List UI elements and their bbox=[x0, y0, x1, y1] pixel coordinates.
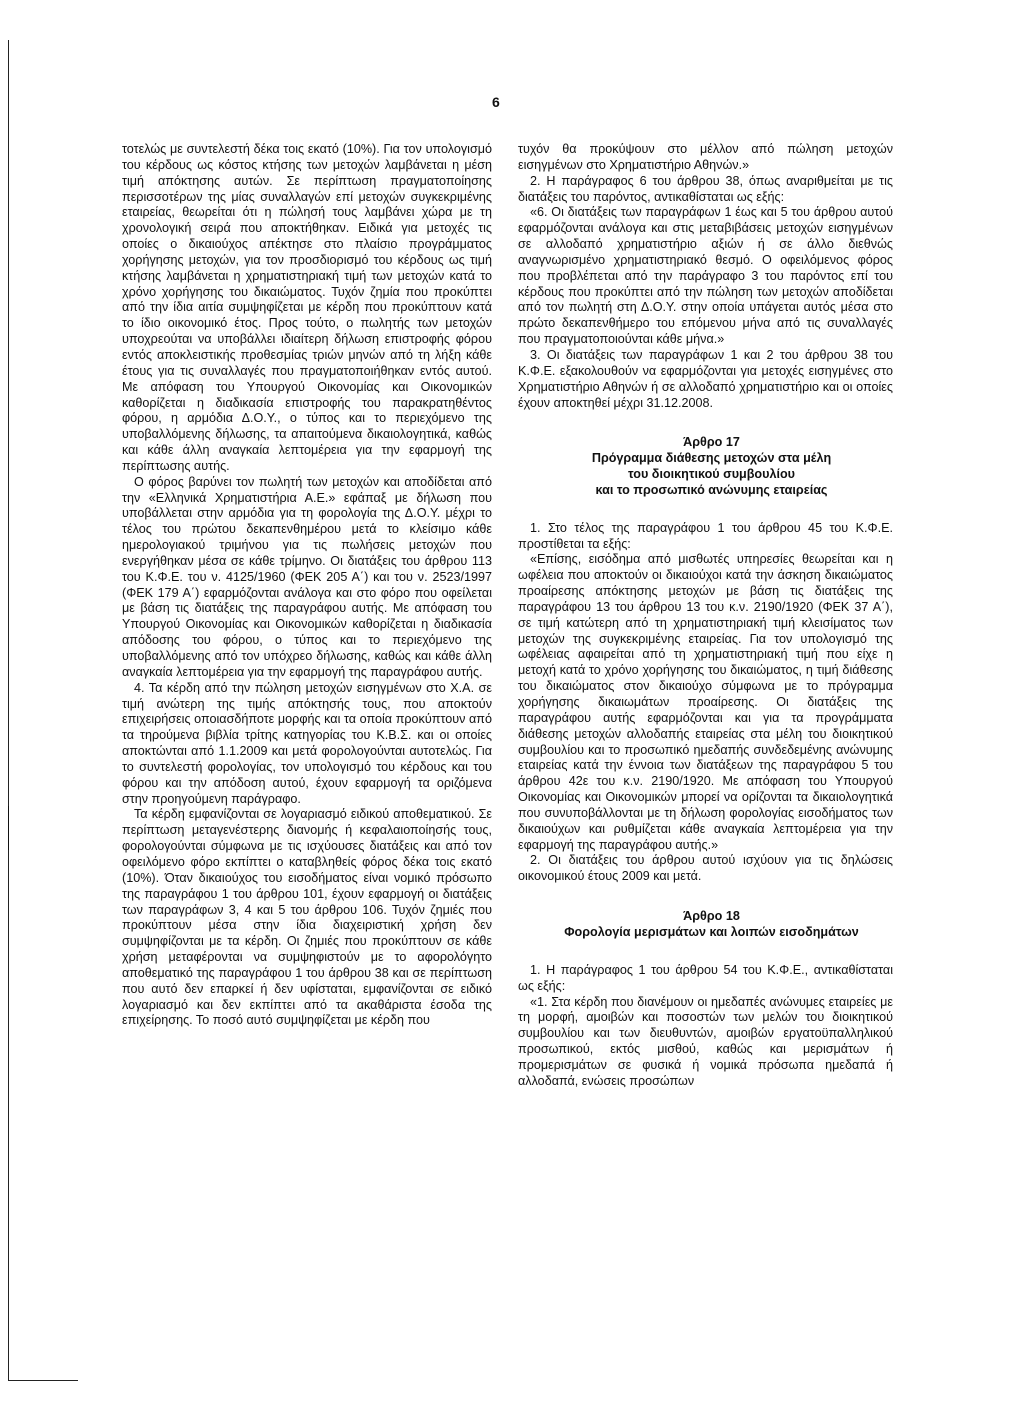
page-number: 6 bbox=[492, 94, 500, 110]
paragraph: 2. Οι διατάξεις του άρθρου αυτού ισχύουν για τις δηλώσεις οικονομικού έτους 2009 και μετά. bbox=[518, 853, 893, 884]
page-edge-line bbox=[8, 40, 9, 1380]
article-18-heading bbox=[518, 909, 893, 941]
paragraph: Ο φόρος βαρύνει τον πωλητή των μετοχών και αποδίδεται από την «Ελληνικά Χρηματιστήρια Α.Ε.» εφάπαξ με δήλωση που υποβάλλεται στην αρμόδια για τη φορολογία της Δ.Ο.Υ. μέχρι το τέλος του πρώτου δεκαπενθημέρου μετά το κλείσιμο κάθε ημερολογιακού τριμήνου για τις πωλήσεις μετοχών που ενεργήθηκαν μέσα σε κάθε τρίμηνο. Οι διατάξεις του άρθρου 113 του Κ.Φ.Ε. του ν. 4125/1960 (ΦΕΚ 205 Α΄) και του ν. 2523/1997 (ΦΕΚ 179 Α΄) εφαρμόζονται ανάλογα και στο φόρο που οφείλεται με βάση τις διατάξεις της παραγράφου αυτής. Με απόφαση του Υπουργού Οικονομίας και Οικονομικών καθορίζεται η διαδικασία απόδοσης του φόρου, ο τύπος και το περιεχόμενο της υποβαλλόμενης από τον υπόχρεο δήλωσης, καθώς και κάθε άλλη αναγκαία λεπτομέρεια για την εφαρμογή της παραγράφου αυτής. bbox=[122, 474, 492, 679]
article-title-line: και το προσωπικό ανώνυμης εταιρείας bbox=[595, 482, 828, 497]
right-column bbox=[518, 142, 893, 1090]
paragraph: 1. Στο τέλος της παραγράφου 1 του άρθρου 45 του Κ.Φ.Ε. προστίθεται τα εξής: bbox=[518, 520, 893, 551]
article-number: Άρθρο 18 bbox=[683, 909, 740, 924]
paragraph: «6. Οι διατάξεις των παραγράφων 1 έως και 5 του άρθρου αυτού εφαρμόζονται ανάλογα και στις μεταβιβάσεις μετοχών εισηγμένων σε αλλοδαπό χρηματιστήριο αξιών ή σε άλλο διεθνώς αναγνωρισμένο χρηματιστηριακό θεσμό. Ο οφειλόμενος φόρος που προβλέπεται από την παράγραφο 3 του παρόντος επί του κέρδους που προκύπτει από την πώληση των μετοχών αποδίδεται από τον πωλητή στη Δ.Ο.Υ. στην οποία υπάγεται αυτός μέσα στο πρώτο δεκαπενθήμερο του επόμενου μήνα από τις συναλλαγές που πραγματοποιούνται κάθε μήνα.» bbox=[518, 205, 893, 347]
paragraph: «Επίσης, εισόδημα από μισθωτές υπηρεσίες θεωρείται και η ωφέλεια που αποκτούν οι δικαιούχοι κατά την άσκηση δικαιώματος προαίρεσης απόκτησης μετοχών με βάση τις διατάξεις της παραγράφου 13 του άρθρου 13 του κ.ν. 2190/1920 (ΦΕΚ 37 Α΄), σε τιμή κατώτερη από τη χρηματιστηριακή τιμή κλεισίματος των μετοχών της συγκεκριμένης εταιρείας. Για τον υπολογισμό της ωφέλειας αφαιρείται από τη χρηματιστηριακή τιμή που είχε η μετοχή κατά το χρόνο χορήγησης του δικαιώματος, η τιμή διάθεσης του δικαιώματος στον δικαιούχο σύμφωνα με το πρόγραμμα χορήγησης δικαιωμάτων προαίρεσης. Οι διατάξεις της παραγράφου αυτής εφαρμόζονται και για τα προγράμματα διάθεσης μετοχών αλλοδαπής εταιρείας στα μέλη του διοικητικού συμβουλίου και το προσωπικό ημεδαπής συνδεδεμένης ανώνυμης εταιρείας κατά την έννοια των διατάξεων της παραγράφου 5 του άρθρου 42ε του κ.ν. 2190/1920. Με απόφαση του Υπουργού Οικονομίας και Οικονομικών μπορεί να ορίζονται τα δικαιολογητικά που συνυποβάλλονται με τη δήλωση φορολογίας εισοδήματος των δικαιούχων και ρυθμίζεται κάθε αναγκαία λεπτομέρεια για την εφαρμογή της παραγράφου αυτής.» bbox=[518, 552, 893, 852]
article-17-heading bbox=[518, 435, 893, 498]
page-edge-foot-line bbox=[8, 1380, 78, 1381]
paragraph: τοτελώς με συντελεστή δέκα τοις εκατό (10%). Για τον υπολογισμό του κέρδους ως κόστος κτήσης των μετοχών λαμβάνεται η μέση τιμή απόκτησης αυτών. Σε περίπτωση πραγματοποίησης περισσοτέρων της μίας συναλλαγών επί μετοχών συγκεκριμένης εταιρείας, θεωρείται ότι η πώλησή τους λαμβάνει χώρα με τη χρονολογική σειρά που αποκτήθηκαν. Ειδικά για μετοχές τις οποίες ο δικαιούχος απέκτησε στο πλαίσιο προγράμματος χορήγησης μετοχών, για τον προσδιορισμό του κέρδους ως τιμή κτήσης λαμβάνεται η χρηματιστηριακή τιμή των μετοχών κατά το χρόνο χορήγησης του δικαιώματος. Τυχόν ζημία που προκύπτει από την ίδια αιτία συμψηφίζεται με κέρδη που προκύπτουν κατά το ίδιο οικονομικό έτος. Προς τούτο, ο πωλητής των μετοχών υποχρεούται να υποβάλλει ιδιαίτερη δήλωση επιστροφής φόρου εντός αποκλειστικής προθεσμίας τριών μηνών από τη λήξη κάθε έτους για τις συναλλαγές που πραγματοποιήθηκαν εντός αυτού. Με απόφαση του Υπουργού Οικονομίας και Οικονομικών καθορίζεται η διαδικασία επιστροφής του παρακρατηθέντος φόρου, η αρμόδια Δ.Ο.Υ., ο τύπος και το περιεχόμενο της υποβαλλόμενης δήλωσης, τα απαιτούμενα δικαιολογητικά, καθώς και κάθε άλλη αναγκαία λεπτομέρεια για την εφαρμογή της περίπτωσης αυτής. bbox=[122, 142, 492, 473]
paragraph: 4. Τα κέρδη από την πώληση μετοχών εισηγμένων στο Χ.Α. σε τιμή ανώτερη της τιμής απόκτησής τους, που αποκτούν επιχειρήσεις οποιασδήποτε μορφής και τα οποία προκύπτουν από τα τηρούμενα βιβλία τρίτης κατηγορίας του Κ.Β.Σ. και οι οποίες αποκτώνται από 1.1.2009 και μετά φορολογούνται αυτοτελώς. Για το συντελεστή φορολογίας, τον υπολογισμό του κέρδους και του φόρου και την απόδοση αυτού, έχουν εφαρμογή τα οριζόμενα στην προηγούμενη παράγραφο. bbox=[122, 680, 492, 806]
article-title-line: του διοικητικού συμβουλίου bbox=[628, 467, 795, 482]
page-edge-mark bbox=[8, 806, 9, 850]
paragraph: Τα κέρδη εμφανίζονται σε λογαριασμό ειδικού αποθεματικού. Σε περίπτωση μεταγενέστερης διανομής ή κεφαλαιοποίησής τους, φορολογούνται σύμφωνα με τις ισχύουσες διατάξεις και από τον οφειλόμενο φόρο εκπίπτει ο καταβληθείς φόρος δέκα τοις εκατό (10%). Όταν δικαιούχος του εισοδήματος είναι νομικό πρόσωπο της παραγράφου 1 του άρθρου 101, έχουν εφαρμογή οι διατάξεις των παραγράφων 3, 4 και 5 του άρθρου 106. Τυχόν ζημιές που προκύπτουν μέσα στην ίδια διαχειριστική χρήση δεν συμψηφίζονται με τα κέρδη. Οι ζημιές που προκύπτουν σε κάθε χρήση μεταφέρονται να συμψηφιστούν με το αφορολόγητο αποθεματικό της παραγράφου 1 του άρθρου 38 και σε περίπτωση που αυτό δεν επαρκεί ή δεν υφίσταται, εμφανίζονται σε ειδικό λογαριασμό και δεν εκπίπτει από τα ακαθάριστα έσοδα της επιχείρησης. Το ποσό αυτό συμψηφίζεται με κέρδη που bbox=[122, 807, 492, 1028]
paragraph: τυχόν θα προκύψουν στο μέλλον από πώληση μετοχών εισηγμένων στο Χρηματιστήριο Αθηνών.» bbox=[518, 142, 893, 172]
article-title-line: Πρόγραμμα διάθεσης μετοχών στα μέλη bbox=[591, 451, 832, 466]
left-column bbox=[122, 142, 492, 1029]
paragraph: 1. Η παράγραφος 1 του άρθρου 54 του Κ.Φ.Ε., αντικαθίσταται ως εξής: bbox=[518, 962, 893, 993]
article-number: Άρθρο 17 bbox=[683, 435, 740, 450]
paragraph: 2. Η παράγραφος 6 του άρθρου 38, όπως αναριθμείται με τις διατάξεις του παρόντος, αντικαθίσταται ως εξής: bbox=[518, 173, 893, 204]
article-title-line: Φορολογία μερισμάτων και λοιπών εισοδημάτων bbox=[564, 924, 859, 939]
paragraph: «1. Στα κέρδη που διανέμουν οι ημεδαπές ανώνυμες εταιρείες με τη μορφή, αμοιβών και ποσοστών των μελών του διοικητικού συμβουλίου και των διευθυντών, αμοιβών εργατοϋπαλληλικού προσωπικού, εκτός μισθού, καθώς και μερισμάτων ή προμερισμάτων σε φυσικά ή νομικά πρόσωπα ημεδαπά ή αλλοδαπά, ενώσεις προσώπων bbox=[518, 994, 893, 1088]
paragraph: 3. Οι διατάξεις των παραγράφων 1 και 2 του άρθρου 38 του Κ.Φ.Ε. εξακολουθούν να εφαρμόζονται για μετοχές εισηγμένες στο Χρηματιστήριο Αθηνών ή σε αλλοδαπό χρηματιστήριο και οι οποίες έχουν αποκτηθεί μέχρι 31.12.2008. bbox=[518, 347, 893, 410]
